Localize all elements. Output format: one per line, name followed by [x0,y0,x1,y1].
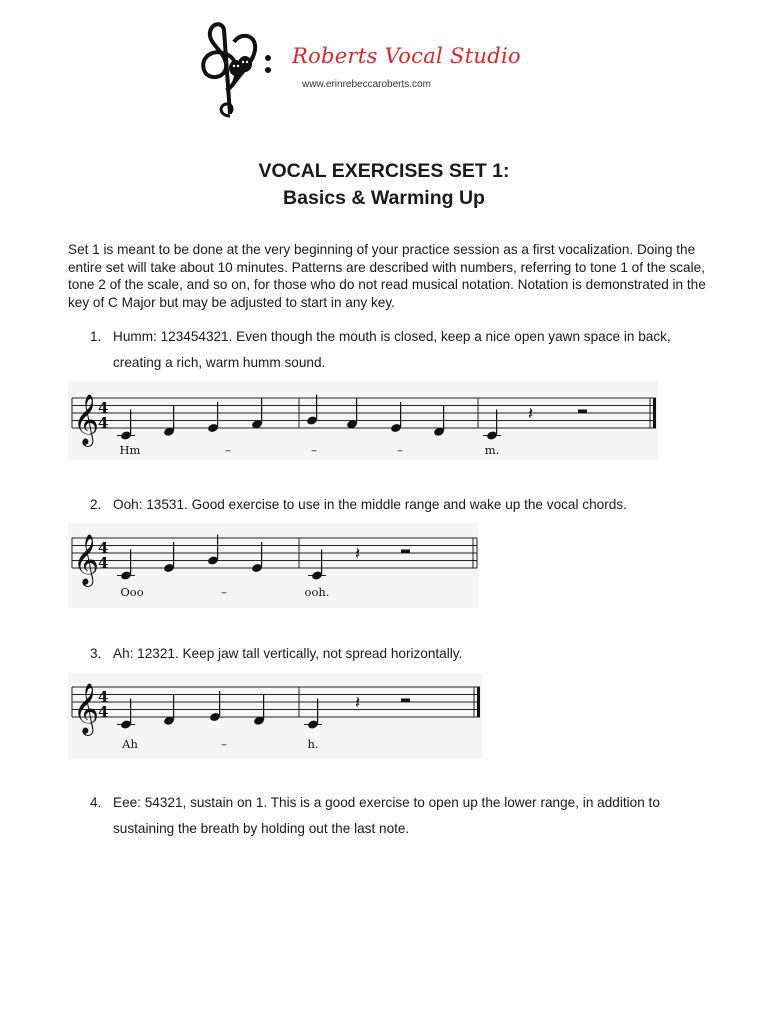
studio-logo-icon [190,20,275,120]
music-staff-3 [68,673,482,759]
lyric-syllable: – [397,443,403,457]
lyric-syllable: – [221,737,227,751]
page-subtitle: Basics & Warming Up [283,187,485,209]
lyric-syllable: – [225,443,231,457]
half-rest-icon [401,550,410,554]
exercise-number: 1. [90,329,102,344]
treble-clef-icon: 𝄞 [73,394,100,445]
exercise-item-2 [90,492,690,518]
staff-svg [68,381,658,460]
treble-clef-icon: 𝄞 [73,534,100,585]
lyric-syllable: h. [307,737,319,751]
exercise-text: Humm: 123454321. Even though the mouth is closed, keep a nice open yawn space in back, creating a rich, warm humm sound. [113,329,671,370]
treble-clef-icon: 𝄞 [73,683,100,734]
lyric-syllable: Ooo [120,585,144,599]
exercise-text: Eee: 54321, sustain on 1. This is a good exercise to open up the lower range, in addition to sustaining the breath by holding out the last note. [113,795,660,836]
quarter-rest-icon: 𝄽 [528,404,534,424]
lyric-syllable: Ah [122,737,138,751]
studio-url[interactable]: www.erinrebeccaroberts.com [302,79,431,90]
lyric-syllable: – [311,443,317,457]
time-signature-top: 4 [98,688,109,706]
studio-name: Roberts Vocal Studio [292,44,521,68]
music-staff-1 [68,381,658,460]
staff-svg [68,673,482,759]
music-staff-2 [68,523,478,608]
exercise-number: 2. [90,497,102,512]
lyric-syllable: m. [484,443,500,457]
quarter-rest-icon: 𝄽 [355,544,361,564]
time-signature-bottom: 4 [98,554,109,572]
exercise-text: Ah: 12321. Keep jaw tall vertically, not spread horizontally. [113,646,463,661]
staff-svg [68,523,478,608]
time-signature-top: 4 [98,539,109,557]
lyric-syllable: – [221,585,227,599]
exercise-text: Ooh: 13531. Good exercise to use in the middle range and wake up the vocal chords. [113,497,627,512]
quarter-rest-icon: 𝄽 [355,693,361,713]
time-signature-bottom: 4 [98,703,109,721]
exercise-item-1 [90,324,690,376]
half-rest-icon [578,410,587,414]
exercise-item-3 [90,641,690,667]
exercise-number: 3. [90,646,102,661]
time-signature-bottom: 4 [98,414,109,432]
page-title: VOCAL EXERCISES SET 1: [258,160,510,182]
intro-paragraph: Set 1 is meant to be done at the very beginning of your practice session as a first vocalization. Doing the entire set will take about 10 minutes. Patterns are described with numbers, referring to tone 1 of the scale, tone 2 of the scale, and so on, for those who do not read musical notation. Notation is demonstrated in the key of C Major but may be adjusted to start in any key. [68,242,706,310]
half-rest-icon [401,699,410,703]
exercise-item-4 [90,790,690,842]
lyric-syllable: Hm [119,443,141,457]
lyric-syllable: ooh. [304,585,330,599]
time-signature-top: 4 [98,399,109,417]
exercise-number: 4. [90,795,102,810]
